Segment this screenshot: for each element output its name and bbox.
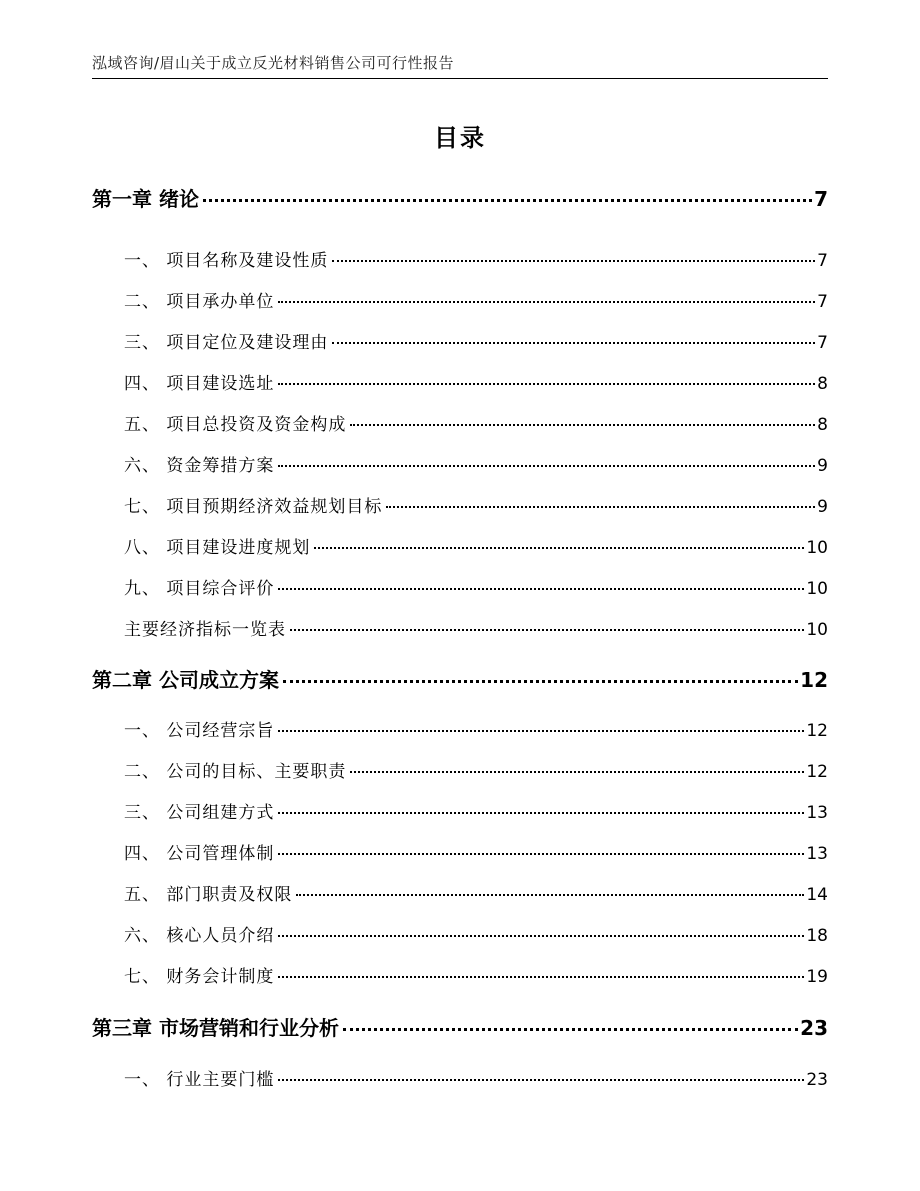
toc-entry-label: 六、 核心人员介绍 [124, 926, 275, 946]
toc-entry-label: 一、 行业主要门槛 [124, 1070, 275, 1090]
toc-title: 目录 [434, 124, 486, 152]
toc-entry-section[interactable] [92, 921, 828, 946]
toc-entry-page: 7 [817, 333, 828, 353]
dot-leader [332, 342, 815, 344]
toc-entry-label: 七、 项目预期经济效益规划目标 [124, 497, 383, 517]
toc-entry-page: 9 [817, 497, 828, 517]
toc-entry-section[interactable] [92, 410, 828, 435]
toc-entry-section[interactable] [92, 533, 828, 558]
dot-leader [278, 301, 815, 303]
toc-entry-page: 10 [806, 620, 828, 640]
dot-leader [278, 853, 804, 855]
dot-leader [290, 629, 804, 631]
toc-entry-label: 主要经济指标一览表 [124, 620, 286, 640]
toc-entry-section[interactable] [92, 880, 828, 905]
toc-entry-page: 13 [806, 844, 828, 864]
toc-entry-label: 第二章 公司成立方案 [92, 668, 279, 692]
dot-leader [278, 730, 804, 732]
toc-entry-label: 四、 项目建设选址 [124, 374, 275, 394]
toc-entry-page: 9 [817, 456, 828, 476]
dot-leader [203, 199, 812, 202]
toc-entry-page: 7 [817, 251, 828, 271]
toc-entry-page: 10 [806, 538, 828, 558]
toc-entry-page: 19 [806, 967, 828, 987]
toc-entry-label: 二、 项目承办单位 [124, 292, 275, 312]
running-header: 泓域咨询/眉山关于成立反光材料销售公司可行性报告 [92, 54, 455, 72]
toc-entry-section[interactable] [92, 492, 828, 517]
dot-leader [278, 383, 815, 385]
dot-leader [314, 547, 804, 549]
toc-entry-label: 一、 公司经营宗旨 [124, 721, 275, 741]
dot-leader [278, 976, 804, 978]
toc-entry-label: 八、 项目建设进度规划 [124, 538, 311, 558]
dot-leader [278, 812, 804, 814]
toc-entry-label: 五、 项目总投资及资金构成 [124, 415, 347, 435]
toc-entry-page: 8 [817, 415, 828, 435]
toc-entry-page: 23 [800, 1016, 828, 1040]
toc-entry-chapter[interactable] [92, 183, 828, 212]
dot-leader [296, 894, 804, 896]
toc-entry-section[interactable] [92, 962, 828, 987]
dot-leader [386, 506, 815, 508]
toc-entry-section[interactable] [92, 798, 828, 823]
dot-leader [283, 680, 798, 683]
toc-entry-label: 二、 公司的目标、主要职责 [124, 762, 347, 782]
toc-entry-section[interactable] [92, 1065, 828, 1090]
toc-entry-label: 一、 项目名称及建设性质 [124, 251, 329, 271]
dot-leader [343, 1028, 798, 1031]
toc-entry-page: 7 [817, 292, 828, 312]
toc-entry-page: 12 [806, 721, 828, 741]
toc-entry-label: 三、 公司组建方式 [124, 803, 275, 823]
toc-entry-page: 8 [817, 374, 828, 394]
toc-entry-page: 13 [806, 803, 828, 823]
toc-entry-page: 12 [800, 668, 828, 692]
toc-entry-label: 四、 公司管理体制 [124, 844, 275, 864]
dot-leader [278, 1079, 804, 1081]
dot-leader [278, 465, 815, 467]
toc-entry-page: 23 [806, 1070, 828, 1090]
toc-entry-label: 七、 财务会计制度 [124, 967, 275, 987]
dot-leader [332, 260, 815, 262]
toc-entry-label: 五、 部门职责及权限 [124, 885, 293, 905]
toc-entry-label: 第三章 市场营销和行业分析 [92, 1016, 339, 1040]
toc-entry-section[interactable] [92, 451, 828, 476]
toc-entry-label: 六、 资金筹措方案 [124, 456, 275, 476]
header-rule [92, 78, 828, 79]
toc-entry-section[interactable] [92, 615, 828, 640]
toc-entry-section[interactable] [92, 716, 828, 741]
toc-entry-page: 18 [806, 926, 828, 946]
toc-entry-page: 7 [814, 187, 828, 211]
toc-entry-section[interactable] [92, 574, 828, 599]
toc-entry-section[interactable] [92, 369, 828, 394]
dot-leader [278, 588, 804, 590]
toc-entry-chapter[interactable] [92, 1012, 828, 1041]
toc-entry-page: 10 [806, 579, 828, 599]
toc-entry-section[interactable] [92, 757, 828, 782]
toc-entry-section[interactable] [92, 287, 828, 312]
dot-leader [350, 771, 804, 773]
toc-entry-label: 第一章 绪论 [92, 187, 199, 211]
toc-entry-chapter[interactable] [92, 664, 828, 693]
toc-entry-section[interactable] [92, 246, 828, 271]
toc-entry-section[interactable] [92, 839, 828, 864]
dot-leader [350, 424, 815, 426]
toc-entry-section[interactable] [92, 328, 828, 353]
toc-entry-page: 14 [806, 885, 828, 905]
dot-leader [278, 935, 804, 937]
toc-entry-label: 九、 项目综合评价 [124, 579, 275, 599]
toc-entry-label: 三、 项目定位及建设理由 [124, 333, 329, 353]
toc-entry-page: 12 [806, 762, 828, 782]
